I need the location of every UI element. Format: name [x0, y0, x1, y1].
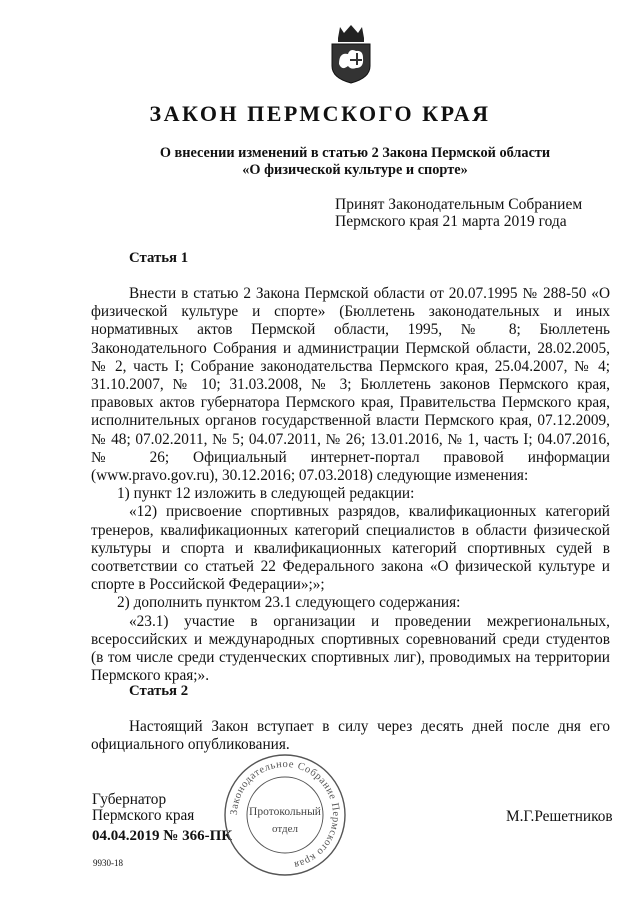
adoption-line-2: Пермского края 21 марта 2019 года — [335, 213, 567, 230]
article-1-item-1: 1) пункт 12 изложить в следующей редакции: — [117, 485, 415, 503]
article-2-body — [91, 718, 610, 754]
article-2-text: Настоящий Закон вступает в силу через десять дней после дня его официального опубликования. — [91, 718, 610, 754]
law-date-number: 04.04.2019 № 366-ПК — [92, 828, 233, 844]
article-1-body — [91, 285, 610, 685]
article-1-heading: Статья 1 — [129, 250, 189, 266]
subtitle-line-2: «О физической культуре и спорте» — [242, 161, 468, 178]
article-2-heading: Статья 2 — [129, 683, 189, 699]
perm-coat-of-arms-icon — [326, 24, 376, 84]
subtitle-line-1: О внесении изменений в статью 2 Закона Пермской области — [159, 145, 551, 161]
signatory-position — [92, 792, 194, 824]
stamp-ring-text: Законодательное Собрание Пермского края — [228, 758, 342, 871]
law-subtitle — [0, 145, 640, 178]
protocol-department-stamp — [222, 752, 348, 878]
signatory-name: М.Г.Решетников — [506, 808, 613, 825]
position-line-1: Губернатор — [92, 791, 167, 808]
article-1-item-2: 2) дополнить пунктом 23.1 следующего содержания: — [117, 594, 461, 612]
adoption-note — [335, 196, 635, 230]
stamp-center-line-1: Протокольный — [249, 806, 321, 818]
adoption-line-1: Принят Законодательным Собранием — [335, 196, 583, 213]
article-1-item-1-text: «12) присвоение спортивных разрядов, квалификационных категорий тренеров, квалификационных категорий специалистов в области физической культуры и спорта и квалификационных категорий спортивных судей в соответствии со статьей 22 Федерального закона «О физической культуре и спорте в Российской Федерации»;»; — [91, 503, 610, 594]
law-title: ЗАКОН ПЕРМСКОГО КРАЯ — [149, 101, 491, 126]
article-1-intro: Внести в статью 2 Закона Пермской области от 20.07.1995 № 288-50 «О физической культуре и спорте» (Бюллетень законодательных и иных нормативных актов Пермской области, 1995, № 8; Бюллетень Законодательного Собрания и администрации Пермской области, 28.02.2005, № 2, часть I; Собрание законодательства Пермского края, 25.04.2007, № 4; 31.10.2007, № 10; 31.03.2008, № 3; Бюллетень законов Пермского края, правовых актов губернатора Пермского края, Правительства Пермского края, исполнительных органов государственной власти Пермского края, 07.12.2009, № 48; 07.02.2011, № 5; 04.07.2011, № 26; 13.01.2016, № 1, часть I; 04.07.2016, № 26; Официальный интернет-портал правовой информации (www.pravo.gov.ru), 30.12.2016; 07.03.2018) следующие изменения: — [91, 285, 610, 485]
document-code: 9930-18 — [93, 858, 123, 868]
article-1-item-2-text: «23.1) участие в организации и проведении межрегиональных, всероссийских и международных спортивных соревнований среди студентов (в том числе среди студенческих спортивных лиг), проводимых на территории Пермского края;». — [91, 612, 610, 685]
stamp-center-line-2: отдел — [272, 823, 298, 835]
position-line-2: Пермского края — [92, 807, 195, 824]
